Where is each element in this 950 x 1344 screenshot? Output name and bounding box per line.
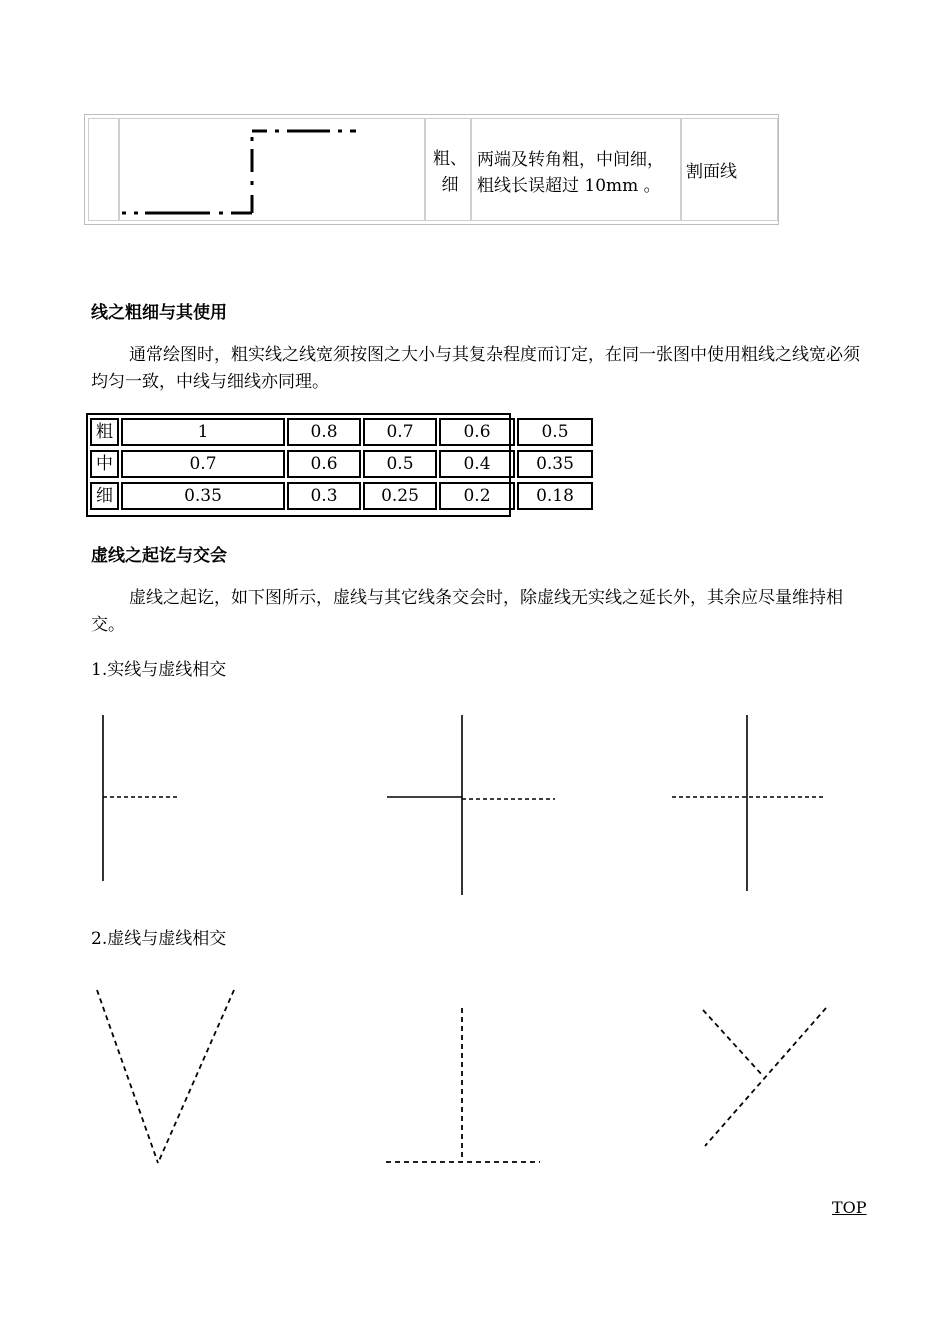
empty-cell bbox=[88, 118, 119, 221]
table-cell: 0.2 bbox=[439, 482, 515, 510]
table-cell: 0.6 bbox=[287, 450, 361, 478]
table-cell: 0.5 bbox=[517, 418, 593, 446]
back-to-top-link[interactable]: TOP bbox=[832, 1198, 867, 1217]
solid-dashed-intersection-figure bbox=[80, 705, 860, 905]
section-heading-dashed-lines: 虚线之起讫与交会 bbox=[91, 546, 227, 566]
cutting-plane-line-sample bbox=[120, 119, 424, 220]
line-width-table bbox=[86, 413, 574, 517]
line-type-table-row bbox=[84, 114, 779, 225]
dashed-line bbox=[703, 1010, 763, 1076]
description-text: 两端及转角粗，中间细，粗线长误超过 10mm 。 bbox=[477, 150, 664, 196]
thickness-cell bbox=[425, 118, 471, 221]
thickness-text: 粗、细 bbox=[433, 149, 467, 195]
table-cell: 0.8 bbox=[287, 418, 361, 446]
table-cell: 0.7 bbox=[363, 418, 437, 446]
table-cell: 0.35 bbox=[517, 450, 593, 478]
dashed-dashed-intersection-figure bbox=[80, 980, 860, 1180]
table-cell: 0.5 bbox=[363, 450, 437, 478]
table-cell: 0.18 bbox=[517, 482, 593, 510]
row-label-thin: 细 bbox=[90, 482, 119, 510]
line-widths-paragraph: 通常绘图时，粗实线之线宽须按图之大小与其复杂程度而订定，在同一张图中使用粗线之线宽必须均匀一致，中线与细线亦同理。 bbox=[91, 345, 860, 392]
table-cell: 0.35 bbox=[121, 482, 285, 510]
dashed-line bbox=[705, 1008, 826, 1146]
row-label-medium: 中 bbox=[90, 450, 119, 478]
table-cell: 0.6 bbox=[439, 418, 515, 446]
section-heading-line-widths: 线之粗细与其使用 bbox=[91, 303, 227, 323]
dashed-lines-paragraph: 虚线之起讫，如下图所示，虚线与其它线条交会时，除虚线无实线之延长外，其余应尽量维持相交。 bbox=[91, 588, 843, 635]
dashed-line bbox=[158, 990, 234, 1163]
row-label-thick: 粗 bbox=[90, 418, 119, 446]
table-cell: 0.25 bbox=[363, 482, 437, 510]
subheading-solid-dashed: 1.实线与虚线相交 bbox=[91, 660, 227, 680]
table-cell: 1 bbox=[121, 418, 285, 446]
table-cell: 0.3 bbox=[287, 482, 361, 510]
table-cell: 0.4 bbox=[439, 450, 515, 478]
table-cell: 0.7 bbox=[121, 450, 285, 478]
line-sample-cell bbox=[119, 118, 425, 221]
subheading-dashed-dashed: 2.虚线与虚线相交 bbox=[91, 929, 227, 949]
name-cell bbox=[681, 118, 778, 221]
line-name-text: 割面线 bbox=[686, 162, 737, 182]
description-cell bbox=[471, 118, 681, 221]
dashed-line bbox=[97, 990, 158, 1163]
